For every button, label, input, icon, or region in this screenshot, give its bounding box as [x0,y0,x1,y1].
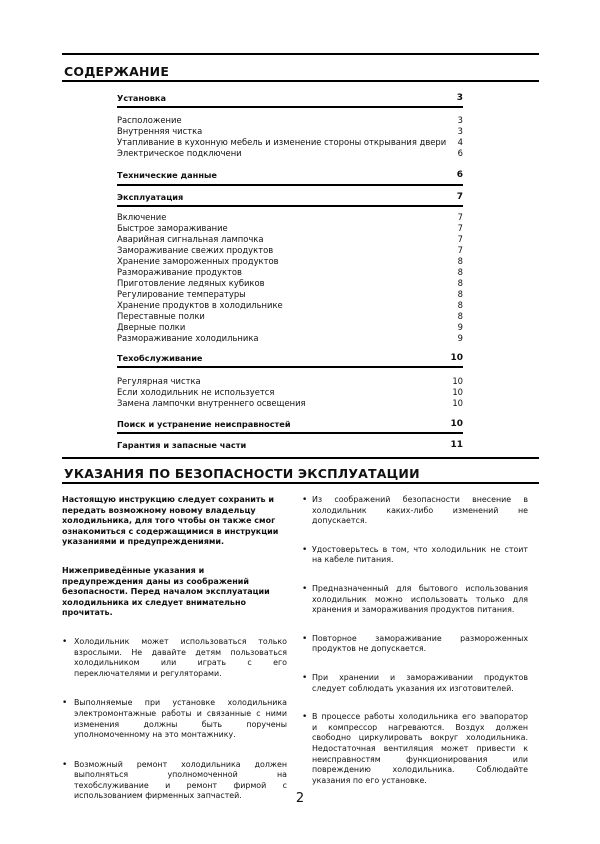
bullet-icon: • [62,759,68,770]
toc-rule [117,205,463,207]
toc-entry[interactable]: Размораживание холодильника 9 [117,333,463,343]
safety-list [302,495,528,786]
toc-entry[interactable]: Если холодильник не используется 10 [117,387,463,397]
toc-entry[interactable]: Хранение замороженных продуктов 8 [117,256,463,266]
toc-entry[interactable]: Аварийная сигнальная лампочка 7 [117,234,463,244]
safety-item: • Выполняемые при установке холодильника электромонтажные работы и связанные с ними изменения должны быть поручены уполномоченному на это монтажнику. [62,698,287,740]
safety-item: • Удостоверьтесь в том, что холодильник не стоит на кабеле питания. [302,544,528,565]
toc-entry[interactable]: Расположение 3 [117,115,463,125]
toc-entry[interactable]: Включение 7 [117,212,463,222]
toc-rule [117,106,463,108]
toc-entry[interactable]: Размораживание продуктов 8 [117,267,463,277]
toc-entry[interactable]: Утапливание в кухонную мебель и изменение стороны открывания двери 4 [117,137,463,147]
safety-item: • Холодильник может использоваться только взрослыми. Не давайте детям пользоваться холодильником или играть с его переключателями и регуляторами. [62,636,287,678]
contents-title: СОДЕРЖАНИЕ [64,64,170,79]
page-number: 2 [295,791,305,806]
safety-item: • Повторное замораживание размороженных продуктов не допускается. [302,633,528,654]
toc-entry[interactable]: Регулярная чистка 10 [117,376,463,386]
contents-title-rule [62,80,539,82]
top-rule [62,53,539,55]
toc-rule [117,366,463,368]
toc-heading[interactable]: Технические данные 6 [117,170,463,180]
toc-entry[interactable]: Дверные полки 9 [117,322,463,332]
toc-heading[interactable]: Поиск и устранение неисправностей 10 [117,419,463,429]
bullet-icon: • [302,672,308,683]
toc-rule [117,432,463,434]
bullet-icon: • [302,583,308,594]
safety-item: • Предназначенный для бытового использования холодильник можно использовать только для хранения и замораживания продуктов питания. [302,583,528,615]
toc-entry[interactable]: Электрическое подключени 6 [117,148,463,158]
intro-paragraph: Нижеприведённые указания и предупреждения даны из соображений безопасности. Перед началом эксплуатации холодильника их следует внимательно прочитать. [62,565,270,618]
safety-item: • При хранении и замораживании продуктов следует соблюдать указания их изготовителей. [302,672,528,693]
bullet-icon: • [62,698,68,709]
toc-entry[interactable]: Переставные полки 8 [117,311,463,321]
safety-left-column [62,495,287,821]
bullet-icon: • [302,544,308,555]
toc-entry[interactable]: Замораживание свежих продуктов 7 [117,245,463,255]
intro-paragraph: Настоящую инструкцию следует сохранить и передать возможному новому владельцу холодильника, для того чтобы он также смог ознакомиться с содержащимися в инструкции указаниями и предупреждениями. [62,495,279,547]
toc-heading[interactable]: Установка 3 [117,93,463,103]
safety-rule [62,457,539,459]
toc-rule [117,184,463,186]
safety-item: • Возможный ремонт холодильника должен выполняться уполномоченной на техобслуживание и ремонт фирмой с использованием фирменных запчастей. [62,759,287,801]
safety-right-column [302,495,528,804]
toc-entry[interactable]: Замена лампочки внутреннего освещения 10 [117,398,463,408]
safety-list [62,637,287,802]
toc-heading[interactable]: Техобслуживание 10 [117,353,463,363]
safety-title: УКАЗАНИЯ ПО БЕЗОПАСНОСТИ ЭКСПЛУАТАЦИИ [64,466,420,481]
bullet-icon: • [302,495,308,505]
toc-entry[interactable]: Регулирование температуры 8 [117,289,463,299]
toc-entry[interactable]: Внутренняя чистка 3 [117,126,463,136]
safety-title-rule [62,482,539,484]
toc-heading[interactable]: Гарантия и запасные части 11 [117,440,463,450]
safety-item: • Из соображений безопасности внесение в холодильник каких-либо изменений не допускается. [302,495,528,526]
toc-entry[interactable]: Приготовление ледяных кубиков 8 [117,278,463,288]
toc-entry[interactable]: Быстрое замораживание 7 [117,223,463,233]
bullet-icon: • [302,712,308,723]
toc-heading[interactable]: Эксплуатация 7 [117,192,463,202]
bullet-icon: • [62,636,68,647]
bullet-icon: • [302,633,308,644]
toc-entry[interactable]: Хранение продуктов в холодильнике 8 [117,300,463,310]
safety-item: • В процессе работы холодильника его эвапоратор и компрессор нагреваются. Воздух должен свободно циркулировать вокруг холодильника. Недостаточная вентиляция может привести к неисправностям функционирования или повреждению холодильника. Соблюдайте указания по его установке. [302,712,528,785]
